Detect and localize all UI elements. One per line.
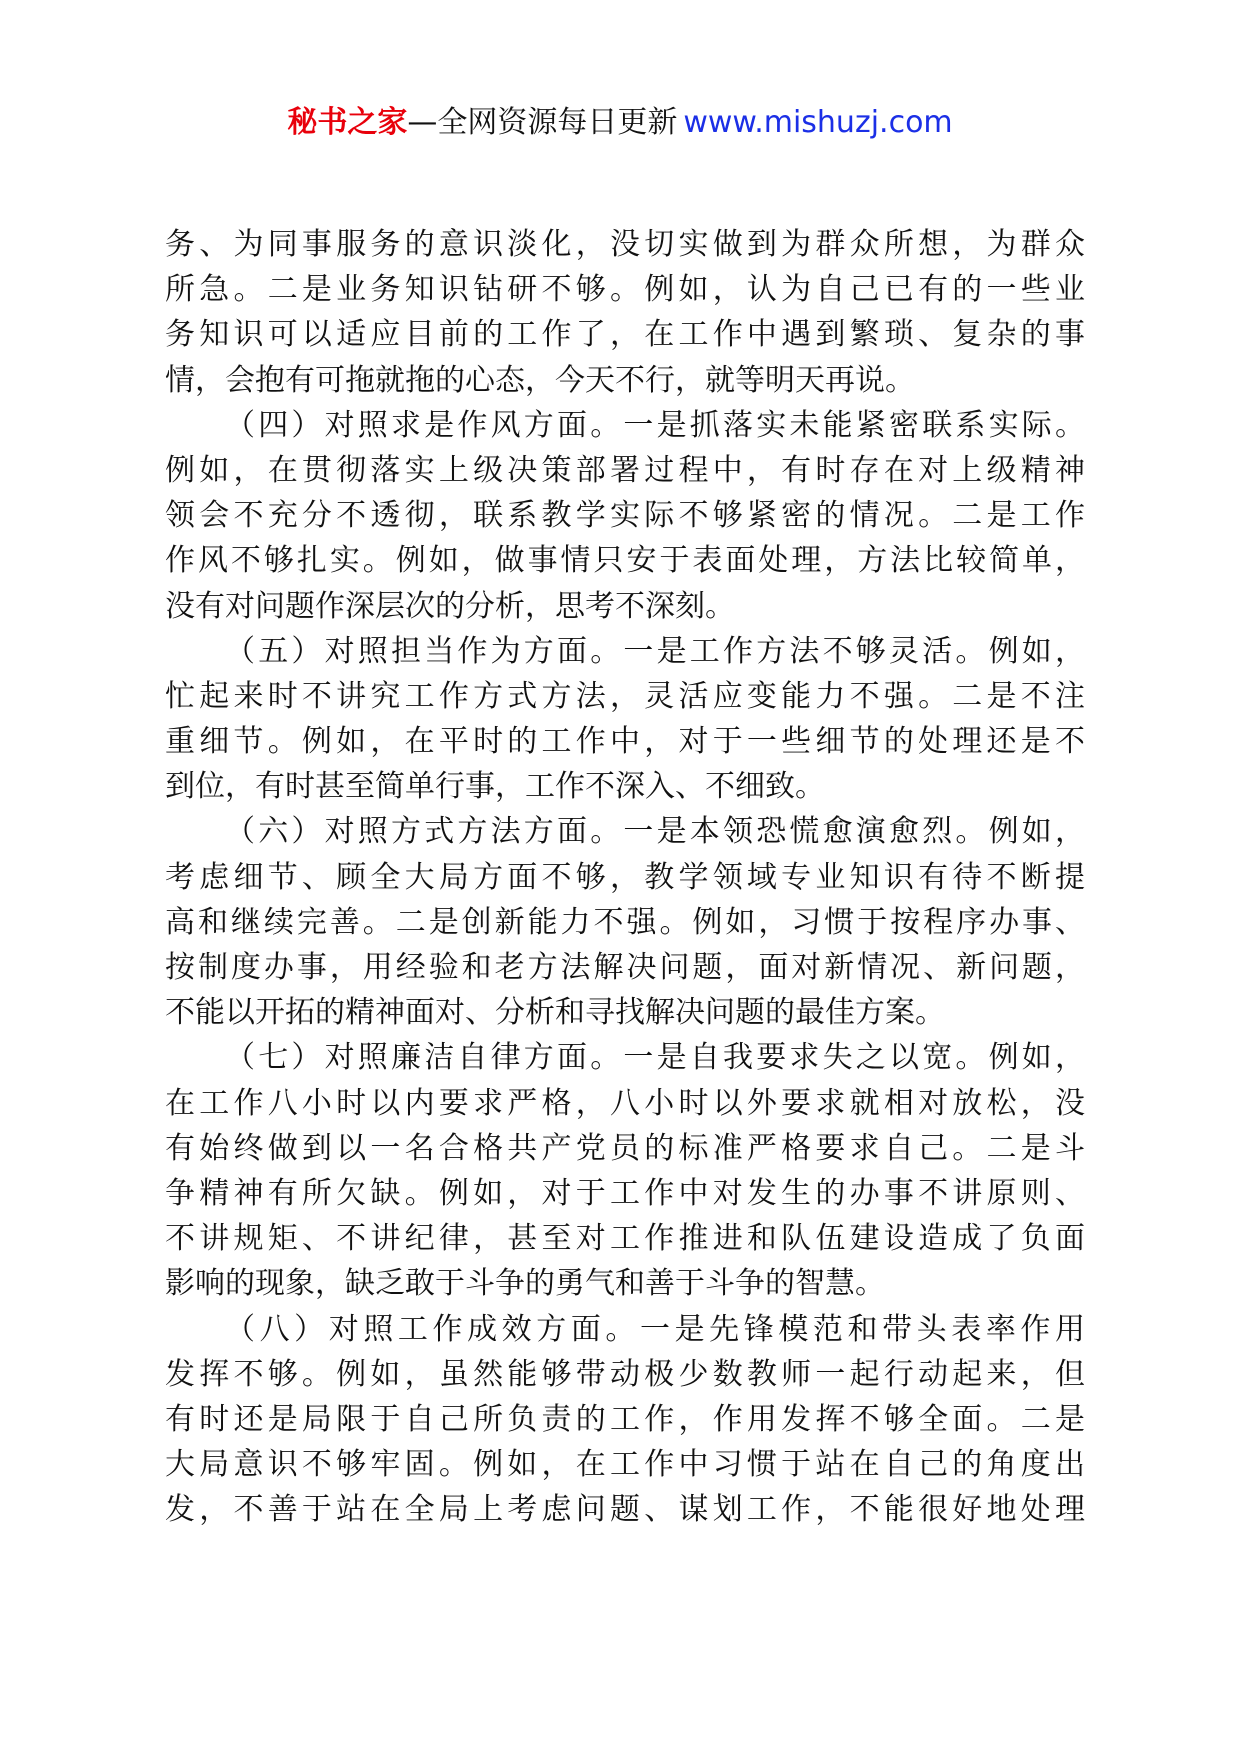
header-tagline: —全网资源每日更新 bbox=[407, 105, 678, 140]
text-line: 不讲规矩、不讲纪律，甚至对工作推进和队伍建设造成了负面 bbox=[165, 1221, 1085, 1257]
text-line: （五）对照担当作为方面。一是工作方法不够灵活。例如， bbox=[225, 633, 1085, 669]
brand-name: 秘书之家 bbox=[287, 105, 408, 140]
text-line: 在工作八小时以内要求严格，八小时以外要求就相对放松，没 bbox=[165, 1085, 1085, 1121]
watermark-header bbox=[0, 100, 1240, 146]
text-line: 高和继续完善。二是创新能力不强。例如，习惯于按程序办事、 bbox=[165, 904, 1085, 940]
text-line: 领会不充分不透彻，联系教学实际不够紧密的情况。二是工作 bbox=[165, 498, 1085, 534]
text-line: 发挥不够。例如，虽然能够带动极少数教师一起行动起来，但 bbox=[165, 1356, 1085, 1392]
text-line: （八）对照工作成效方面。一是先锋模范和带头表率作用 bbox=[225, 1311, 1085, 1347]
text-line: （七）对照廉洁自律方面。一是自我要求失之以宽。例如， bbox=[225, 1040, 1085, 1076]
text-line: 所急。二是业务知识钻研不够。例如，认为自己已有的一些业 bbox=[165, 272, 1085, 308]
text-line: 考虑细节、顾全大局方面不够，教学领域专业知识有待不断提 bbox=[165, 859, 1085, 895]
text-line: 忙起来时不讲究工作方式方法，灵活应变能力不强。二是不注 bbox=[165, 678, 1085, 714]
site-url-link[interactable]: www.mishuzj.com bbox=[683, 105, 953, 140]
text-line: 重细节。例如，在平时的工作中，对于一些细节的处理还是不 bbox=[165, 724, 1085, 760]
text-line: 例如，在贯彻落实上级决策部署过程中，有时存在对上级精神 bbox=[165, 452, 1085, 488]
text-line: 有始终做到以一名合格共产党员的标准严格要求自己。二是斗 bbox=[165, 1130, 1085, 1166]
text-line: （四）对照求是作风方面。一是抓落实未能紧密联系实际。 bbox=[225, 407, 1085, 443]
text-line: 按制度办事，用经验和老方法解决问题，面对新情况、新问题， bbox=[165, 950, 1085, 985]
text-line: 没有对问题作深层次的分析，思考不深刻。 bbox=[165, 588, 735, 624]
text-line: 务、为同事服务的意识淡化，没切实做到为群众所想，为群众 bbox=[165, 227, 1085, 262]
text-line: 有时还是局限于自己所负责的工作，作用发挥不够全面。二是 bbox=[165, 1401, 1085, 1437]
text-line: 务知识可以适应目前的工作了，在工作中遇到繁琐、复杂的事 bbox=[165, 317, 1085, 353]
text-line: 争精神有所欠缺。例如，对于工作中对发生的办事不讲原则、 bbox=[165, 1175, 1085, 1211]
text-line: 到位，有时甚至简单行事，工作不深入、不细致。 bbox=[165, 769, 825, 805]
text-line: 作风不够扎实。例如，做事情只安于表面处理，方法比较简单， bbox=[165, 543, 1085, 579]
document-body bbox=[165, 222, 1085, 1532]
text-line: 发，不善于站在全局上考虑问题、谋划工作，不能很好地处理 bbox=[165, 1492, 1085, 1528]
text-line: 大局意识不够牢固。例如，在工作中习惯于站在自己的角度出 bbox=[165, 1447, 1085, 1483]
text-line: 不能以开拓的精神面对、分析和寻找解决问题的最佳方案。 bbox=[165, 995, 945, 1031]
text-line: （六）对照方式方法方面。一是本领恐慌愈演愈烈。例如， bbox=[225, 814, 1085, 850]
text-line: 影响的现象，缺乏敢于斗争的勇气和善于斗争的智慧。 bbox=[165, 1266, 885, 1302]
text-line: 情，会抱有可拖就拖的心态，今天不行，就等明天再说。 bbox=[165, 362, 915, 398]
